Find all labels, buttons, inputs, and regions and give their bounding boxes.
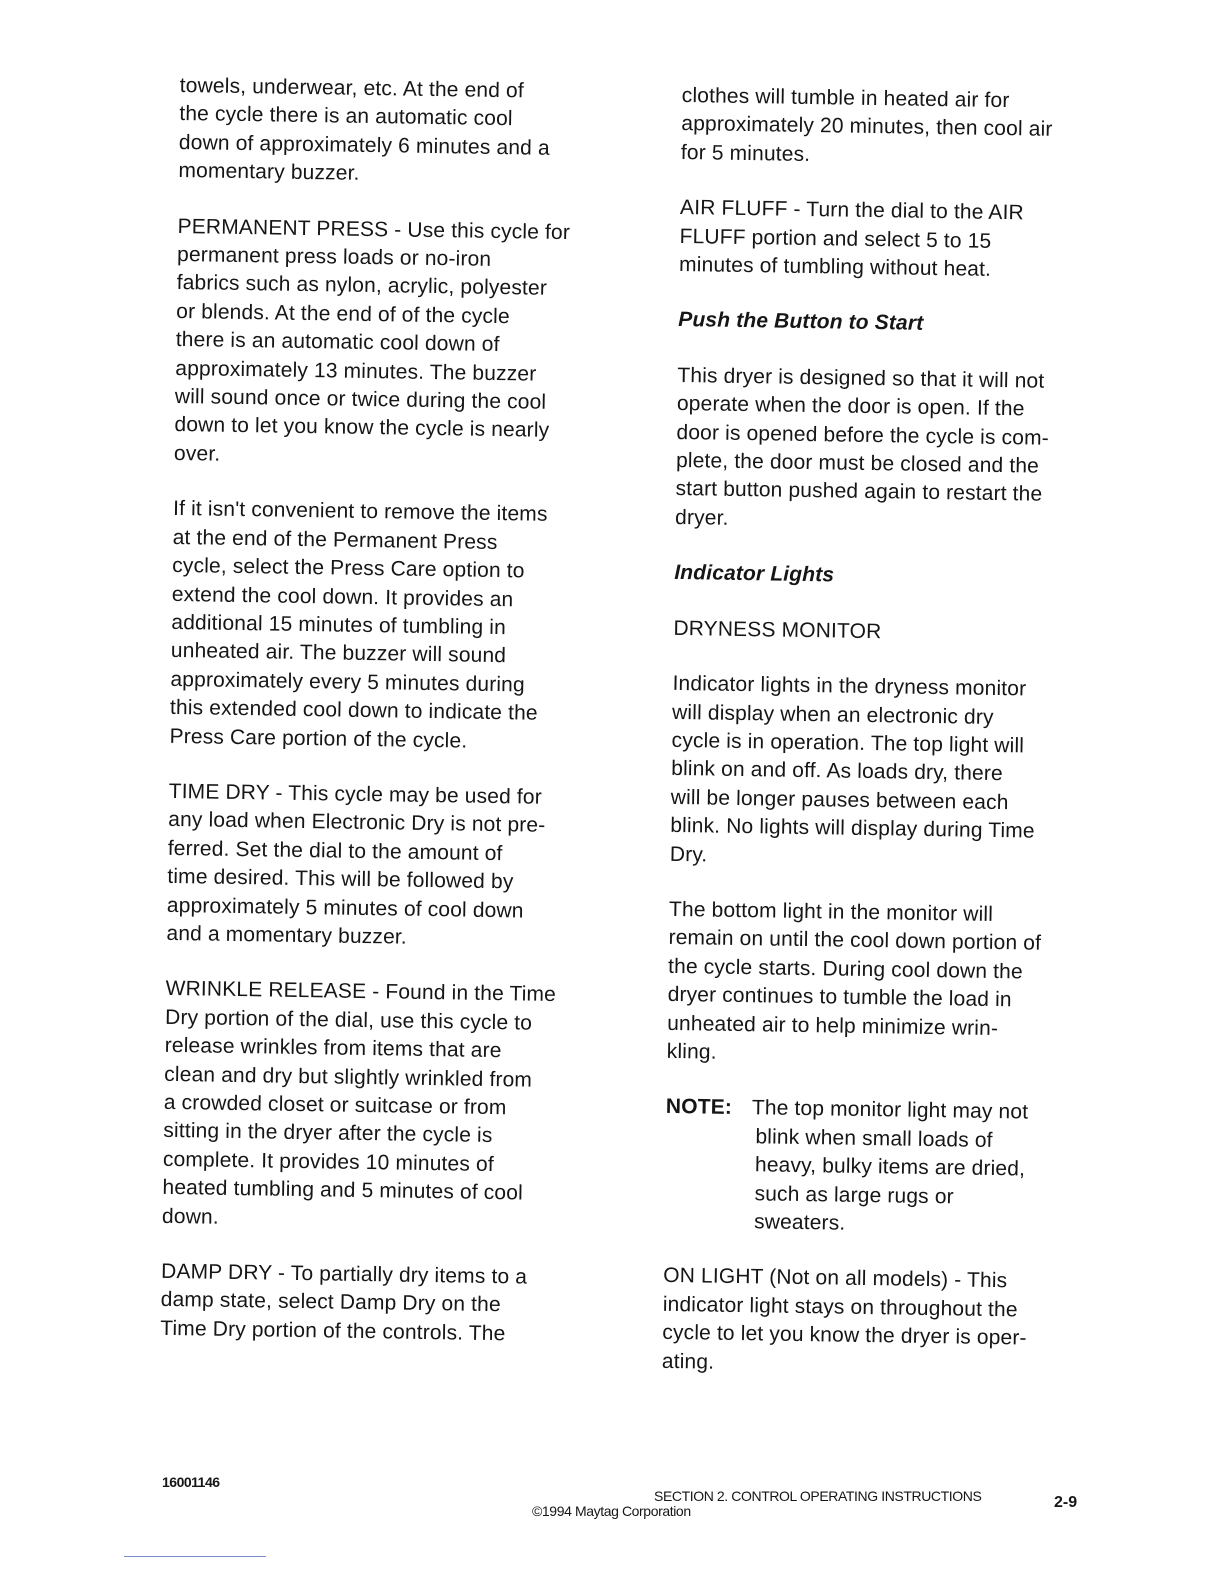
paragraph-wrinkle-release: WRINKLE RELEASE - Found in the Time Dry portion of the dial, use this cycle to release wrinkles from items that are clean and dry but slightly wrinkled from a crowded closet or suitcase or from sitting in the dryer after the cycle is complete. It provides 10 minutes of heated tumbling and 5 minutes of cool down. xyxy=(161,977,557,1229)
paragraph-door-operation: This dryer is designed so that it will not operate when the door is open. If the door is opened before the cycle is com- plete, the door must be closed and the start button pushed again to restart the dryer. xyxy=(674,363,1050,530)
paragraph-press-care: If it isn't convenient to remove the items at the end of the Permanent Press cycle, select the Press Care option to extend the cool down. It provides an additional 15 minutes of tumbling in unheated air. The buzzer will sound approximately every 5 minutes during this extended cool down to indicate the Press Care portion of the cycle. xyxy=(169,497,548,753)
paragraph-air-fluff: AIR FLUFF - Turn the dial to the AIR FLUFF portion and select 5 to 15 minutes of tumbling without heat. xyxy=(678,196,1025,281)
divider-line xyxy=(124,1556,266,1557)
paragraph-clothes-tumble: clothes will tumble in heated air for approximately 20 minutes, then cool air for 5 minutes. xyxy=(680,83,1053,166)
section-title: SECTION 2. CONTROL OPERATING INSTRUCTIONS xyxy=(654,1488,982,1504)
left-column xyxy=(160,72,640,1377)
note-block xyxy=(664,1093,1106,1242)
right-column xyxy=(661,82,1122,1410)
paragraph-dryness-monitor: Indicator lights in the dryness monitor will display when an electronic dry cycle is in operation. The top light will blink on and off. As loads dry, there will be longer pauses between each blink. No lights will display during Time Dry. xyxy=(669,672,1035,867)
subheading-dryness-monitor: DRYNESS MONITOR xyxy=(673,616,882,643)
page-number: 2-9 xyxy=(1054,1494,1078,1511)
paragraph-bottom-light: The bottom light in the monitor will remain on until the cool down portion of the cycle starts. During cool down the dryer continues to tumble the load in unheated air to help minimize wrin- kling. xyxy=(666,897,1042,1064)
heading-push-button-to-start: Push the Button to Start xyxy=(678,308,924,336)
paragraph-on-light: ON LIGHT (Not on all models) - This indicator light stays on throughout the cycle to let you know the dryer is oper- ating. xyxy=(661,1264,1027,1374)
paragraph-permanent-press: PERMANENT PRESS - Use this cycle for permanent press loads or no-iron fabrics such as nylon, acrylic, polyester or blends. At the end of of the cycle there is an automatic cool down of approximately 13 minutes. The buzzer will sound once or twice during the cool down to let you know the cycle is nearly over. xyxy=(173,214,571,466)
note-label: NOTE: xyxy=(665,1095,733,1120)
paragraph-damp-dry: DAMP DRY - To partially dry items to a damp state, select Damp Dry on the Time Dry portion of the controls. The xyxy=(160,1259,528,1346)
heading-indicator-lights: Indicator Lights xyxy=(674,561,835,587)
note-body: The top monitor light may not blink when small loads of heavy, bulky items are dried, such as large rugs or sweaters. xyxy=(751,1096,1029,1235)
copyright: ©1994 Maytag Corporation xyxy=(532,1503,691,1519)
paragraph-towels: towels, underwear, etc. At the end of the cycle there is an automatic cool down of approximately 6 minutes and a momentary buzzer. xyxy=(178,73,550,186)
document-number: 16001146 xyxy=(162,1474,220,1490)
paragraph-time-dry: TIME DRY - This cycle may be used for any load when Electronic Dry is not pre- ferred. Set the dial to the amount of time desired. This will be followed by approximately 5 minutes of cool down and a momentary buzzer. xyxy=(166,779,546,949)
